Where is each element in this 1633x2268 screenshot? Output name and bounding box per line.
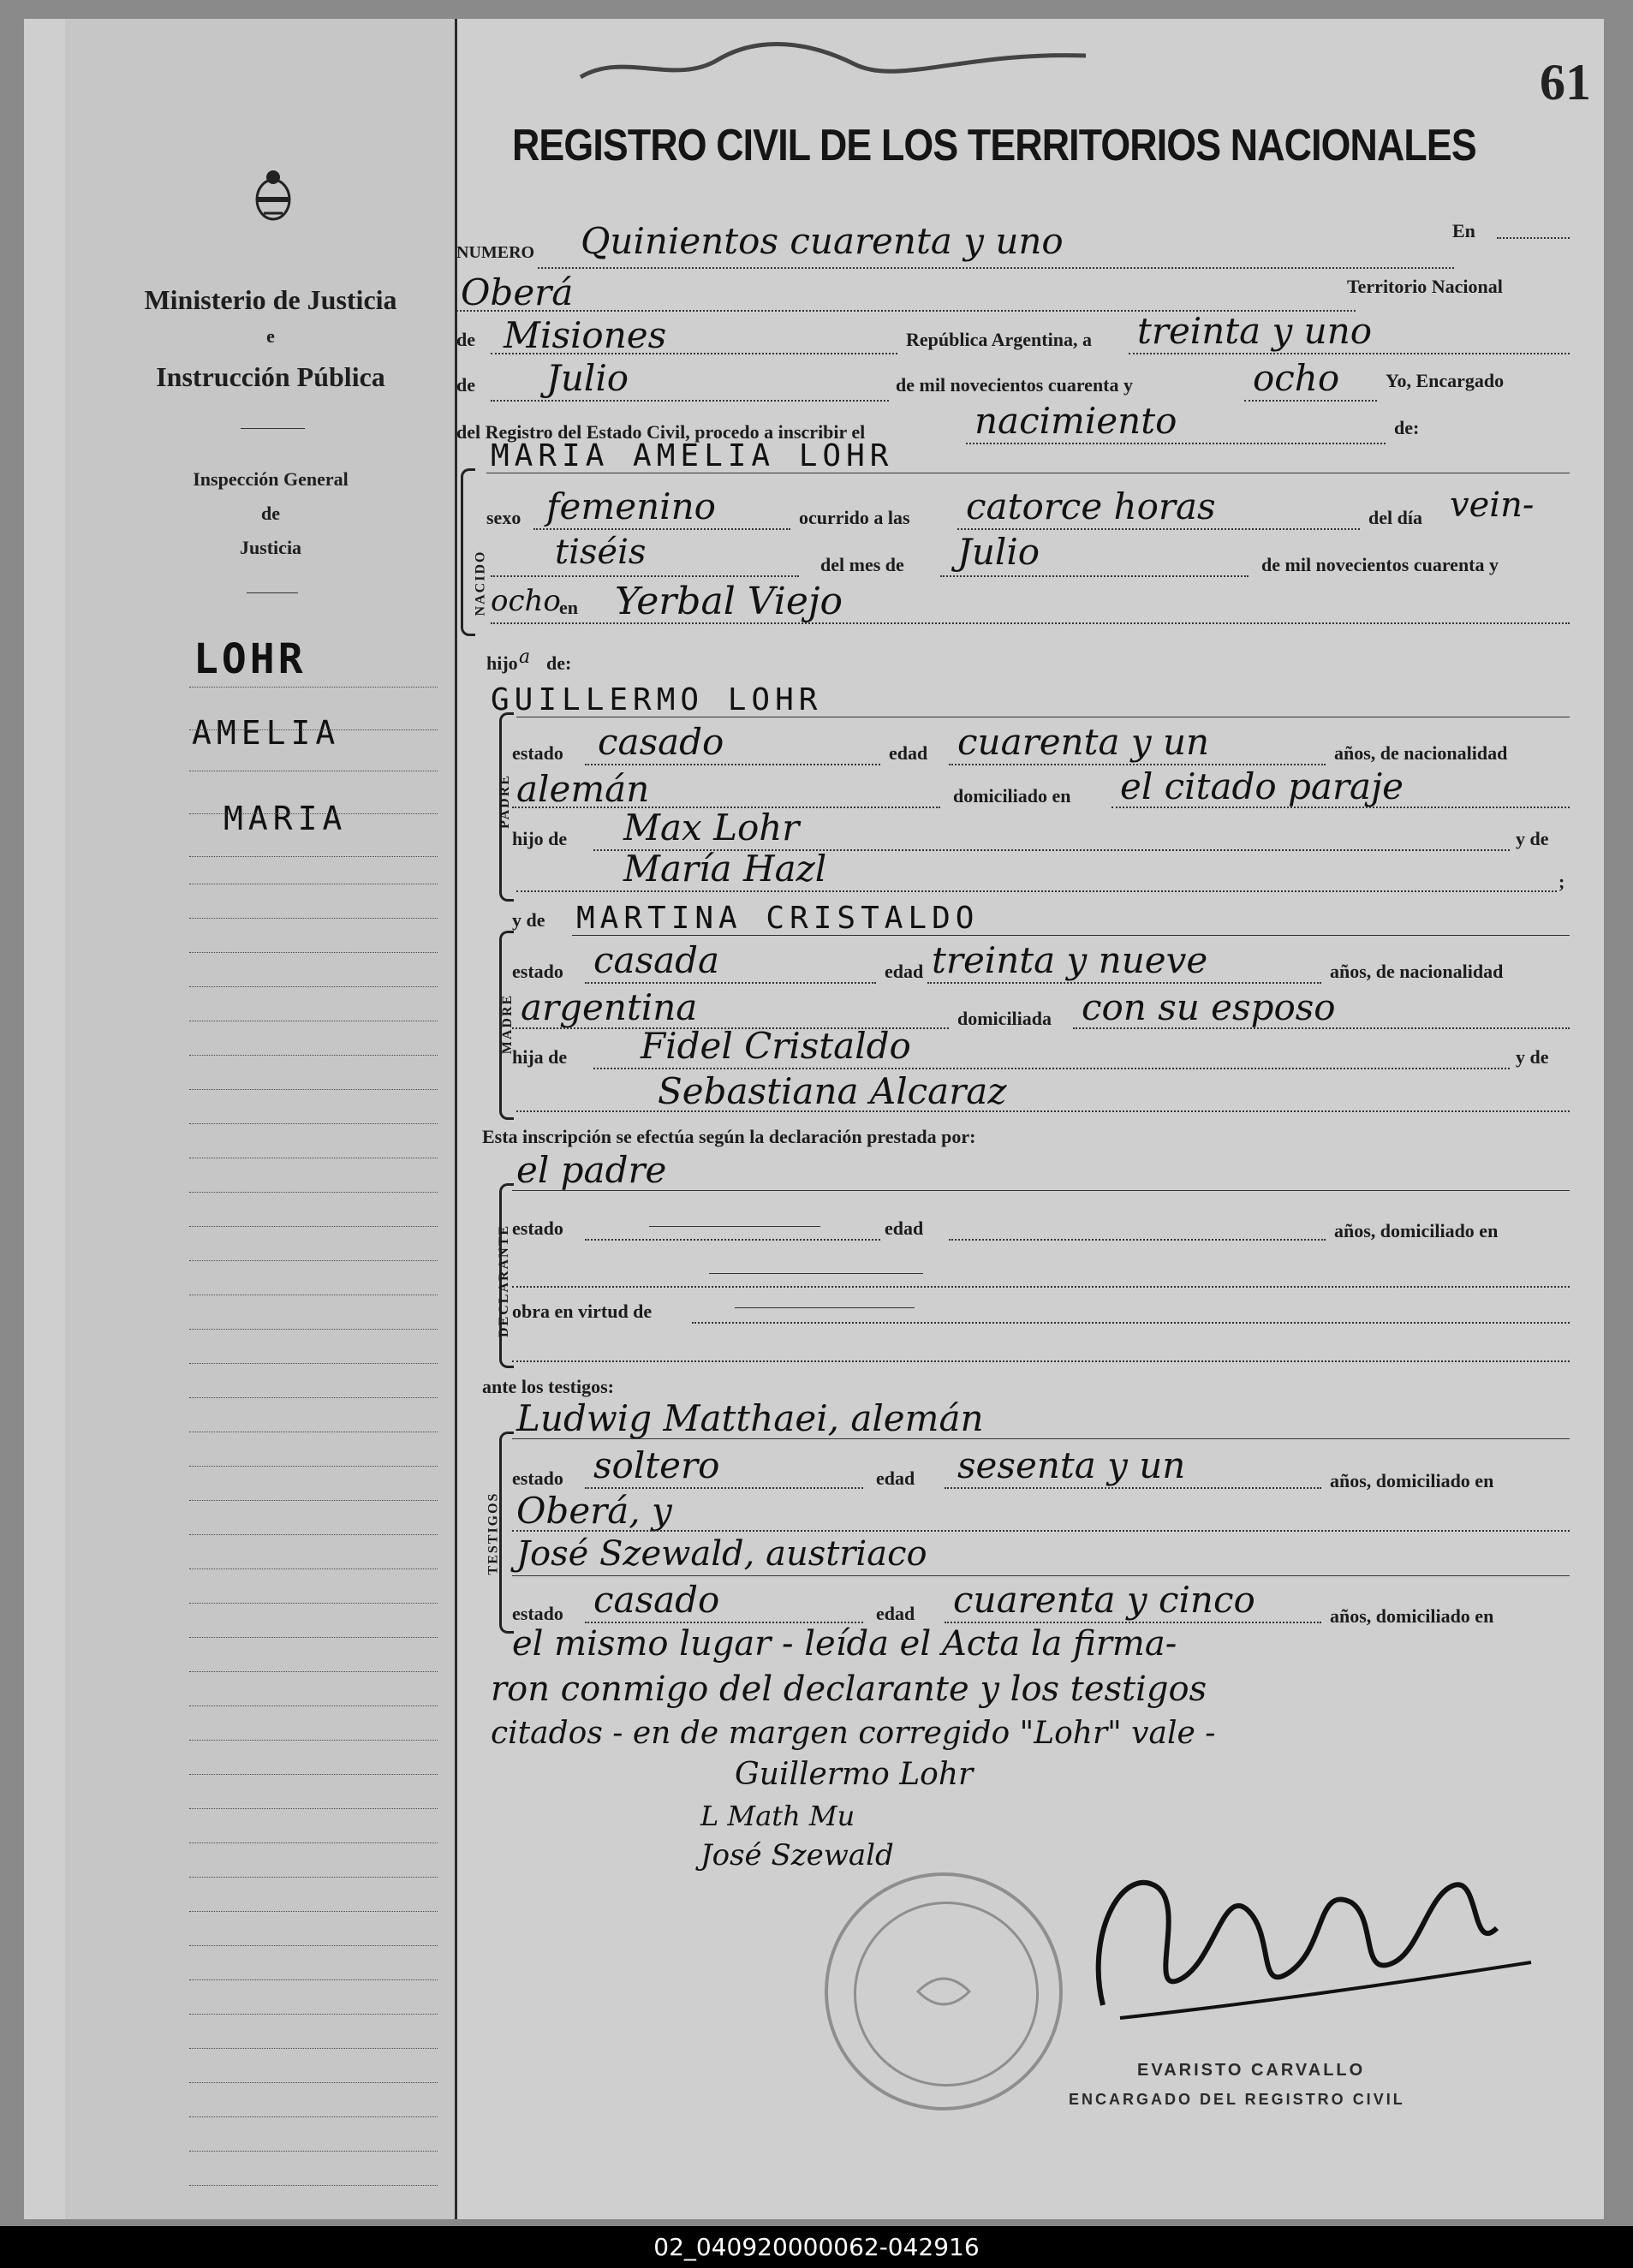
padre-estado-value: casado	[598, 721, 724, 763]
madre-edad-label: edad	[885, 961, 924, 982]
declarante-edad-label: edad	[885, 1217, 924, 1239]
territorio-label: Territorio Nacional	[1347, 276, 1503, 297]
madre-nacionalidad-label: años, de nacionalidad	[1330, 961, 1504, 982]
en-label: En	[1452, 220, 1475, 241]
territory-value: Misiones	[504, 314, 667, 356]
mes-value: Julio	[957, 531, 1040, 573]
w2-edad-value: cuarenta y cinco	[953, 1579, 1255, 1621]
ocurrido-label: ocurrido a las	[799, 507, 910, 528]
declarante-section-label: DECLARANTE	[497, 1223, 512, 1338]
signature-witness-1: L Math Mu	[700, 1800, 855, 1832]
w2-estado-label: estado	[512, 1603, 563, 1624]
nacido-name: MARIA AMELIA LOHR	[491, 438, 894, 473]
hora-value: catorce horas	[966, 485, 1216, 527]
padre-name: GUILLERMO LOHR	[491, 682, 823, 717]
madre-section-label: MADRE	[500, 993, 516, 1055]
registro-label: del Registro del Estado Civil, procedo a inscribir el	[456, 421, 866, 443]
hijo-label: hijo	[486, 652, 518, 674]
madre-edad-value: treinta y nueve	[932, 939, 1208, 981]
de-colon: de:	[1394, 417, 1420, 438]
padre-nacionalidad-label: años, de nacionalidad	[1334, 742, 1508, 764]
de-label: de	[456, 374, 475, 396]
padre-semicolon: ;	[1559, 871, 1565, 892]
place-value: Oberá	[461, 271, 574, 313]
stamp-emblem-icon	[909, 1957, 978, 2026]
madre-mother-value: Sebastiana Alcaraz	[658, 1070, 1007, 1112]
padre-section-label: PADRE	[497, 774, 512, 829]
declarante-intro: Esta inscripción se efectúa según la declaración prestada por:	[482, 1126, 976, 1147]
official-role: ENCARGADO DEL REGISTRO CIVIL	[1069, 2091, 1405, 2108]
encargado-label: Yo, Encargado	[1386, 370, 1505, 391]
madre-father-value: Fidel Cristaldo	[641, 1025, 911, 1067]
sexo-value: femenino	[546, 485, 716, 527]
testigos-intro: ante los testigos:	[482, 1376, 614, 1397]
w1-edad-value: sesenta y un	[957, 1444, 1186, 1486]
margin-given-name-2: MARIA	[223, 800, 348, 837]
obra-label: obra en virtud de	[512, 1301, 653, 1322]
madre-estado-value: casada	[593, 939, 720, 981]
official-signature-icon	[1069, 1834, 1548, 2039]
hijo-suffix: a	[519, 646, 531, 668]
registry-stamp	[825, 1872, 1063, 2110]
ministry-line3: Instrucción Pública	[156, 361, 385, 392]
w1-edad-label: edad	[876, 1467, 915, 1489]
padre-edad-value: cuarenta y un	[957, 721, 1210, 763]
madre-nacionalidad-value: argentina	[521, 986, 698, 1028]
padre-edad-label: edad	[889, 742, 928, 764]
w2-anios-label: años, domiciliado en	[1330, 1605, 1494, 1627]
inspection-line2: de	[261, 503, 280, 524]
declarante-value: el padre	[516, 1149, 667, 1191]
republica-label: República Argentina, a	[906, 329, 1092, 350]
page-title: REGISTRO CIVIL DE LOS TERRITORIOS NACIONALES	[512, 121, 1476, 170]
padre-estado-label: estado	[512, 742, 563, 764]
document-page	[24, 19, 1604, 2219]
w1-estado-value: soltero	[593, 1444, 720, 1486]
ministry-line2: e	[266, 325, 275, 347]
de-label: de	[456, 329, 475, 350]
signature-witness-2: José Szewald	[700, 1838, 894, 1872]
official-name: EVARISTO CARVALLO	[1137, 2061, 1366, 2080]
lugar-value: Yerbal Viejo	[615, 580, 843, 623]
padre-father-value: Max Lohr	[623, 807, 800, 848]
year-label: de mil novecientos cuarenta y	[896, 374, 1134, 396]
month-value: Julio	[546, 357, 629, 399]
madre-y-de: y de	[1516, 1046, 1549, 1068]
anio-value: ocho	[491, 584, 561, 618]
padre-domiciliado-label: domiciliado en	[953, 785, 1071, 807]
declarante-anios-label: años, domiciliado en	[1334, 1220, 1499, 1241]
padre-hijo-label: hijo de	[512, 828, 568, 849]
ministry-line1: Ministerio de Justicia	[144, 284, 397, 315]
sexo-label: sexo	[486, 507, 521, 528]
w1-anios-label: años, domiciliado en	[1330, 1470, 1494, 1491]
margin-surname: LOHR	[194, 635, 307, 683]
closing-line-1: el mismo lugar - leída el Acta la firma-	[512, 1624, 1177, 1664]
left-margin-column	[65, 19, 457, 2219]
witness2-name: José Szewald, austriaco	[516, 1534, 927, 1574]
dia-value-1: vein-	[1450, 485, 1535, 525]
w2-edad-label: edad	[876, 1603, 915, 1624]
padre-mother-value: María Hazl	[623, 848, 827, 890]
inspection-line1: Inspección General	[193, 468, 349, 490]
w2-estado-value: casado	[593, 1579, 720, 1621]
margin-given-name-1: AMELIA	[192, 714, 341, 752]
signature-declarant: Guillermo Lohr	[735, 1757, 974, 1792]
closing-line-3: citados - en de margen corregido "Lohr" vale -	[491, 1716, 1216, 1751]
image-footer-id: 02_040920000062-042916	[0, 2226, 1633, 2268]
en-label-2: en	[559, 597, 578, 618]
madre-y-de-label: y de	[512, 909, 545, 931]
page-number: 61	[1540, 54, 1591, 110]
divider	[247, 592, 298, 593]
madre-hija-label: hija de	[512, 1046, 568, 1068]
dia-label: del día	[1368, 507, 1422, 528]
divider	[241, 428, 305, 429]
mes-label: del mes de	[820, 554, 904, 575]
closing-line-2: ron conmigo del declarante y los testigos	[491, 1670, 1207, 1709]
day-value: treinta y uno	[1137, 310, 1373, 352]
nacido-section-label: NACIDO	[473, 550, 488, 616]
madre-domiciliada-label: domiciliada	[957, 1008, 1052, 1029]
padre-y-de: y de	[1516, 828, 1549, 849]
year-value: ocho	[1253, 357, 1340, 399]
inspection-line3: Justicia	[239, 537, 302, 558]
top-scribble-icon	[572, 26, 1103, 94]
testigos-section-label: TESTIGOS	[486, 1491, 501, 1575]
madre-estado-label: estado	[512, 961, 563, 982]
hijo-de-label: de:	[546, 652, 572, 674]
padre-domicilio-value: el citado paraje	[1120, 765, 1404, 807]
dia-value-2: tiséis	[555, 533, 647, 572]
w1-domicilio-value: Oberá, y	[516, 1490, 672, 1532]
coat-of-arms-icon	[253, 169, 293, 222]
anio-label: de mil novecientos cuarenta y	[1261, 554, 1499, 575]
witness1-name: Ludwig Matthaei, alemán	[516, 1397, 984, 1439]
padre-nacionalidad-value: alemán	[516, 768, 650, 810]
declarante-estado-label: estado	[512, 1217, 563, 1239]
numero-label: NUMERO	[456, 243, 535, 262]
w1-estado-label: estado	[512, 1467, 563, 1489]
numero-value: Quinientos cuarenta y uno	[581, 220, 1064, 262]
act-value: nacimiento	[974, 400, 1177, 442]
madre-domicilio-value: con su esposo	[1082, 986, 1336, 1028]
madre-name: MARTINA CRISTALDO	[576, 901, 980, 936]
